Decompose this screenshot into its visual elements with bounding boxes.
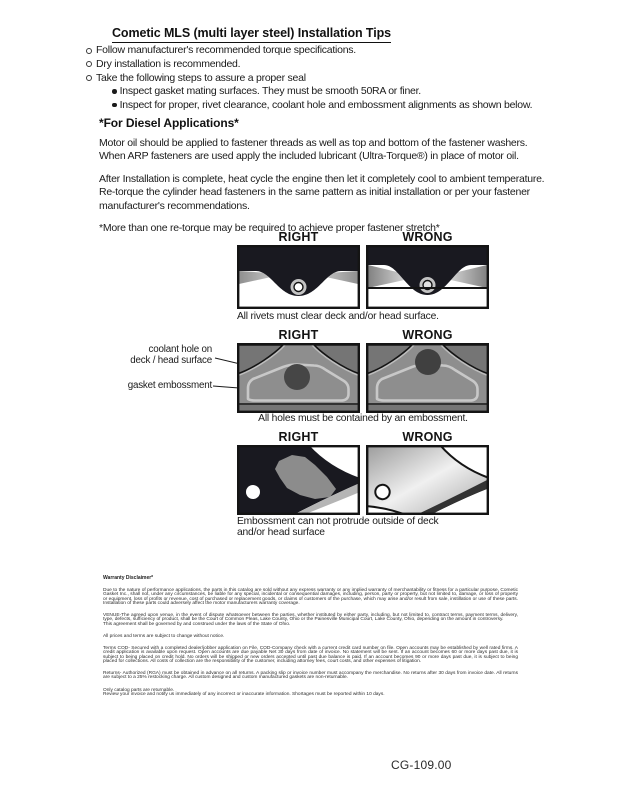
open-bullet-icon: [86, 61, 92, 67]
rivet-wrong-diagram: [366, 245, 489, 309]
wrong-label: WRONG: [402, 230, 453, 244]
disclaimer-paragraph: VENUE-The agreed upon venue, in the event of dispute whatsoever between the parties, whether instituted by either party, including, but not limited to, contract terms, payment terms, delivery, type, defects, sufficiency of product, shall be the Court of Common Pleas, Lake County, Ohio or the Painesville Municipal Court, Lake County, Ohio, depending on the amount in controversy.: [103, 613, 518, 623]
list-item: [112, 85, 532, 99]
disclaimer-paragraph: Review your invoice and notify us immediately of any incorrect or inaccurate information. Shortages must be reported within 10 days.: [103, 691, 385, 697]
embossment-caption: [237, 517, 438, 538]
gasket-embossment-callout: gasket embossment: [127, 380, 212, 391]
sub-list: [86, 85, 532, 113]
right-label: RIGHT: [278, 430, 319, 444]
rivet-caption: All rivets must clear deck and/or head surface.: [237, 311, 439, 322]
callout-text: deck / head surface: [130, 355, 212, 366]
open-bullet-icon: [86, 48, 92, 54]
paragraph: After Installation is complete, heat cycle the engine then let it completely cool to ambient temperature. Re-torque the cylinder head fasteners in the same pattern as initial installation or per your fastener manufacturer's recommendations.: [99, 172, 545, 212]
page-code: CG-109.00: [391, 758, 452, 772]
right-label: RIGHT: [278, 230, 319, 244]
page-title: Cometic MLS (multi layer steel) Installation Tips: [112, 26, 391, 43]
disclaimer-paragraph: Returns- Authorized (RGA) must be obtained in advance on all returns. A packing slip or invoice number must accompany the merchandise. No returns after 30 days from invoice date. All returns are subject to a 25% restocking charge. All custom designed and custom manufactured gaskets are non-returnable.: [103, 671, 518, 681]
filled-bullet-icon: [112, 89, 117, 94]
list-item-text: Follow manufacturer's recommended torque specifications.: [96, 44, 356, 56]
warranty-disclaimer-section: [103, 575, 518, 697]
coolant-hole-wrong-diagram: [366, 343, 489, 413]
paragraph: Motor oil should be applied to fastener threads as well as top and bottom of the fastener washers. When ARP fasteners are used apply the included lubricant (Ultra-Torque®) in place of motor oil.: [99, 136, 528, 162]
embossment-wrong-diagram: [366, 445, 489, 515]
list-item: [112, 99, 532, 113]
disclaimer-paragraph: This agreement shall be governed by and construed under the laws of the State of Ohio.: [103, 621, 291, 627]
coolant-hole-caption: All holes must be contained by an embossment.: [258, 413, 468, 424]
disclaimer-paragraph: All prices and terms are subject to change without notice.: [103, 633, 225, 639]
wrong-label: WRONG: [402, 430, 453, 444]
install-tips-list: [86, 44, 532, 113]
list-item-text: Inspect for proper, rivet clearance, coolant hole and embossment alignments as shown below.: [119, 99, 533, 112]
list-item: [86, 44, 532, 58]
disclaimer-paragraph: Terms COD- Secured with a completed dealer/jobber application on File, COD-Company check with a current credit card number on file. Open accounts may be established by well rated firms. A credit application is available upon request. Open accounts are due payable Net 30 days from date of invoice. No statement will be sent. If an account becomes 60 or more days past due, it is subject to being placed on credit hold. No orders will be shipped or new orders accepted until past due balance is paid. If an account becomes 90 or more days past due, it is subject to being placed for collections. All costs of collection are the responsibility of the customer, including attorney fees, court costs, and other expenses of litigation.: [103, 646, 518, 664]
disclaimer-paragraph: Due to the nature of performance applications, the parts in this catalog are sold without any express warranty or any implied warranty of merchantability or fitness for a particular purpose. Cometic Gasket Inc., shall not, under any circumstances, be liable for any special, incidental or consequential damages, including, person, party or property, but not limited to, damage, or loss of property or equipment, loss of profits or revenue, cost of purchased or replacement goods, or claims of customers of the purchase, which may arise and/or result from sale, instillation or use of these parts. Installation of these parts could adversely affect the motor manufacturers warranty coverage.: [103, 588, 518, 606]
coolant-hole-right-diagram: [237, 343, 360, 413]
caption-line: and/or head surface: [237, 526, 325, 538]
rivet-right-diagram: [237, 245, 360, 309]
list-item-text: Take the following steps to assure a proper seal: [96, 71, 306, 84]
list-item: [86, 72, 532, 86]
right-label: RIGHT: [278, 328, 319, 342]
retorque-note: *More than one re-torque may be required to achieve proper fastener stretch*: [99, 222, 440, 234]
wrong-label: WRONG: [402, 328, 453, 342]
list-item-text: Dry installation is recommended.: [96, 57, 241, 70]
disclaimer-heading: Warranty Disclaimer*: [103, 575, 154, 581]
filled-bullet-icon: [112, 103, 117, 108]
list-item: [86, 58, 532, 72]
open-bullet-icon: [86, 75, 92, 81]
list-item-text: Inspect gasket mating surfaces. They must be smooth 50RA or finer.: [119, 85, 421, 98]
callout-text: coolant hole on: [148, 344, 212, 355]
embossment-right-diagram: [237, 445, 360, 515]
diesel-applications-section: [99, 117, 555, 245]
disclaimer-paragraph: Only catalog parts are returnable.: [103, 687, 175, 693]
section-heading: *For Diesel Applications*: [99, 116, 239, 130]
caption-line: Embossment can not protrude outside of deck: [237, 516, 439, 527]
